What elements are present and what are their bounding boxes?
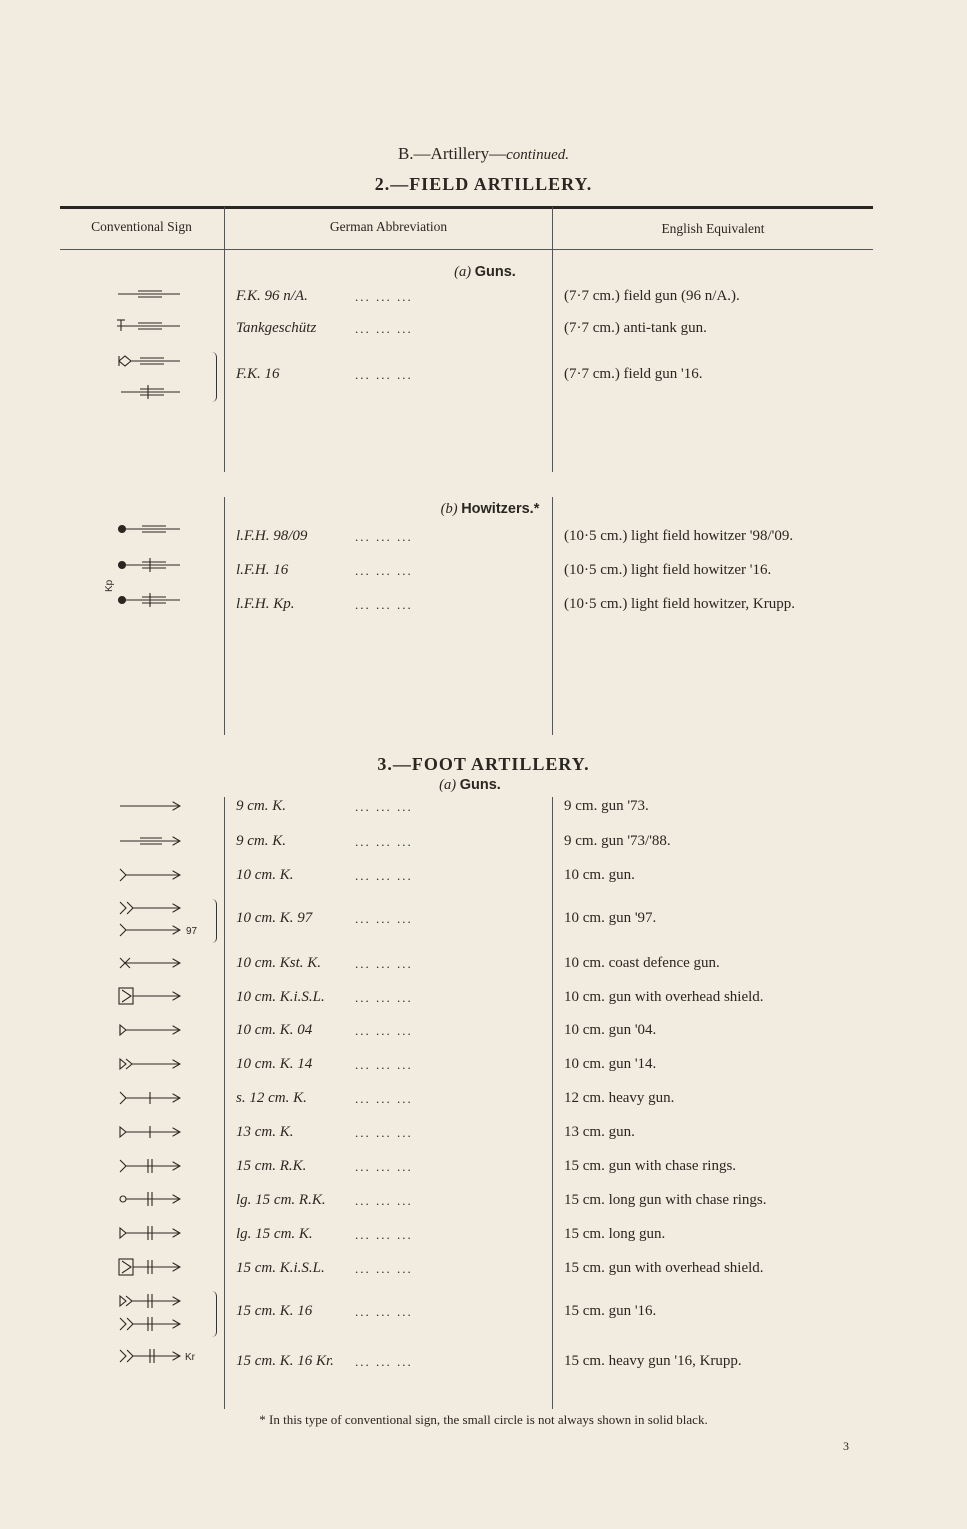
subhead-letter: (a) [439,777,457,793]
leader-dots: ... ... ... [355,1227,413,1242]
row-english-equivalent: 12 cm. heavy gun. [564,1090,675,1106]
dot-cross-bar-icon [119,558,181,572]
row-abbreviation: lg. 15 cm. R.K. [236,1192,326,1208]
row-english-equivalent: 10 cm. gun. [564,867,635,883]
row-english-equivalent: (10·5 cm.) light field howitzer '16. [564,562,772,578]
leader-dots: ... ... ... [355,1354,413,1369]
leader-dots: ... ... ... [355,1057,413,1072]
diamond-single-bar-arrow-icon [120,1126,180,1138]
row-abbreviation: 15 cm. K. 16 [236,1303,313,1319]
row-english-equivalent: (7·7 cm.) field gun (96 n/A.). [564,288,740,304]
row-english-equivalent: (7·7 cm.) field gun '16. [564,366,703,382]
leader-dots: ... ... ... [355,1193,413,1208]
row-abbreviation: 9 cm. K. [236,833,286,849]
row-english-equivalent: 9 cm. gun '73. [564,798,649,814]
subhead-text: Guns. [459,777,501,793]
row-english-equivalent: 13 cm. gun. [564,1124,635,1140]
fletched-double-bar-arrow-icon [120,1159,180,1173]
row-english-equivalent: 10 cm. gun '97. [564,910,657,926]
dot-double-bar-icon [119,526,181,533]
row-abbreviation: 10 cm. K. 14 [236,1056,313,1072]
bracket [212,352,217,402]
leader-dots: ... ... ... [355,289,413,304]
leader-dots: ... ... ... [355,1023,413,1038]
circle-double-bar-arrow-icon [120,1192,180,1206]
row-abbreviation: 15 cm. K. 16 Kr. [236,1353,334,1369]
row-abbreviation: F.K. 16 [236,366,280,382]
leader-dots: ... ... ... [355,868,413,883]
subhead-text: Howitzers.* [461,501,540,517]
column-header-eng: English Equivalent [661,221,765,236]
leader-dots: ... ... ... [355,1091,413,1106]
cross-bar-icon [121,385,180,399]
subhead-letter: (a) [454,264,472,280]
row-abbreviation: 15 cm. R.K. [236,1158,307,1174]
tee-double-bar-icon [117,320,180,331]
leader-dots: ... ... ... [355,956,413,971]
row-abbreviation: l.F.H. 16 [236,562,289,578]
shield-arrow-icon [119,988,180,1004]
leader-dots: ... ... ... [355,1261,413,1276]
leader-dots: ... ... ... [355,1125,413,1140]
diamond-arrow-icon [120,1025,180,1035]
bracket [212,1291,217,1337]
kr-double-fletched-double-bar-arrow-icon [120,1349,180,1363]
row-abbreviation: lg. 15 cm. K. [236,1226,313,1242]
double-bar-arrow-icon [120,838,180,844]
sign-label-kp: Kp [104,579,115,592]
row-english-equivalent: (7·7 cm.) anti-tank gun. [564,320,707,336]
sign-label-kr: Kr [185,1352,195,1363]
row-english-equivalent: 15 cm. heavy gun '16, Krupp. [564,1353,742,1369]
diamond-double-bar-icon [119,356,180,366]
row-abbreviation: 10 cm. K.i.S.L. [236,989,325,1005]
row-abbreviation: 10 cm. K. 04 [236,1022,313,1038]
leader-dots: ... ... ... [355,563,413,578]
row-abbreviation: Tankgeschütz [236,320,317,336]
diamond-double-bar-arrow-icon [120,1226,180,1240]
column-header-abbr: German Abbreviation [329,219,448,234]
subhead-text: Guns. [474,264,516,280]
row-abbreviation: l.F.H. Kp. [236,596,295,612]
row-english-equivalent: 15 cm. long gun with chase rings. [564,1192,767,1208]
leader-dots: ... ... ... [355,990,413,1005]
row-abbreviation: 9 cm. K. [236,798,286,814]
leader-dots: ... ... ... [355,597,413,612]
row-english-equivalent: 15 cm. gun with overhead shield. [564,1260,764,1276]
leader-dots: ... ... ... [355,367,413,382]
page-number: 3 [843,1439,849,1453]
subhead-letter: (b) [440,501,458,517]
row-english-equivalent: 15 cm. gun '16. [564,1303,657,1319]
leader-dots: ... ... ... [355,1159,413,1174]
leader-dots: ... ... ... [355,1304,413,1319]
fletched-single-bar-arrow-icon [120,1092,180,1104]
row-abbreviation: 10 cm. Kst. K. [236,955,322,971]
leader-dots: ... ... ... [355,321,413,336]
row-abbreviation: 10 cm. K. [236,867,294,883]
row-english-equivalent: 9 cm. gun '73/'88. [564,833,671,849]
row-english-equivalent: 10 cm. coast defence gun. [564,955,720,971]
row-english-equivalent: (10·5 cm.) light field howitzer, Krupp. [564,596,796,612]
leader-dots: ... ... ... [355,834,413,849]
cross-tail-arrow-icon [120,958,180,968]
bracket [212,899,217,943]
main-heading-text: B.—Artillery— [397,144,507,163]
leader-dots: ... ... ... [355,529,413,544]
row-english-equivalent: 10 cm. gun '04. [564,1022,657,1038]
row-abbreviation: 10 cm. K. 97 [236,910,313,926]
sign-label-97: 97 [186,926,198,937]
leader-dots: ... ... ... [355,911,413,926]
row-english-equivalent: 15 cm. long gun. [564,1226,666,1242]
row-english-equivalent: (10·5 cm.) light field howitzer '98/'09. [564,528,794,544]
row-english-equivalent: 10 cm. gun with overhead shield. [564,989,764,1005]
double-fletched-arrow-icon [120,902,180,914]
row-english-equivalent: 10 cm. gun '14. [564,1056,657,1072]
fletched-arrow-97-icon [120,924,180,936]
row-english-equivalent: 15 cm. gun with chase rings. [564,1158,737,1174]
double-bar-icon [118,291,180,297]
row-abbreviation: 13 cm. K. [236,1124,294,1140]
section-title-field-artillery: 2.—FIELD ARTILLERY. [374,174,593,194]
section-title-foot-artillery: 3.—FOOT ARTILLERY. [377,754,590,774]
row-abbreviation: s. 12 cm. K. [236,1090,307,1106]
row-abbreviation: F.K. 96 n/A. [236,288,308,304]
fletched-arrow-icon [120,869,180,881]
main-heading-sub: continued. [506,147,570,163]
column-header-sign: Conventional Sign [91,219,192,234]
row-abbreviation: 15 cm. K.i.S.L. [236,1260,325,1276]
row-abbreviation: l.F.H. 98/09 [236,528,308,544]
double-fletched-double-bar-arrow-icon [120,1317,180,1331]
diamond-fletched-double-bar-arrow-icon [120,1294,180,1308]
footnote: * In this type of conventional sign, the small circle is not always shown in solid black. [259,1412,708,1427]
shield-double-bar-arrow-icon [119,1259,180,1275]
kp-dot-cross-bar-icon [119,593,181,607]
leader-dots: ... ... ... [355,799,413,814]
diamond-fletched-arrow-icon [120,1059,180,1069]
